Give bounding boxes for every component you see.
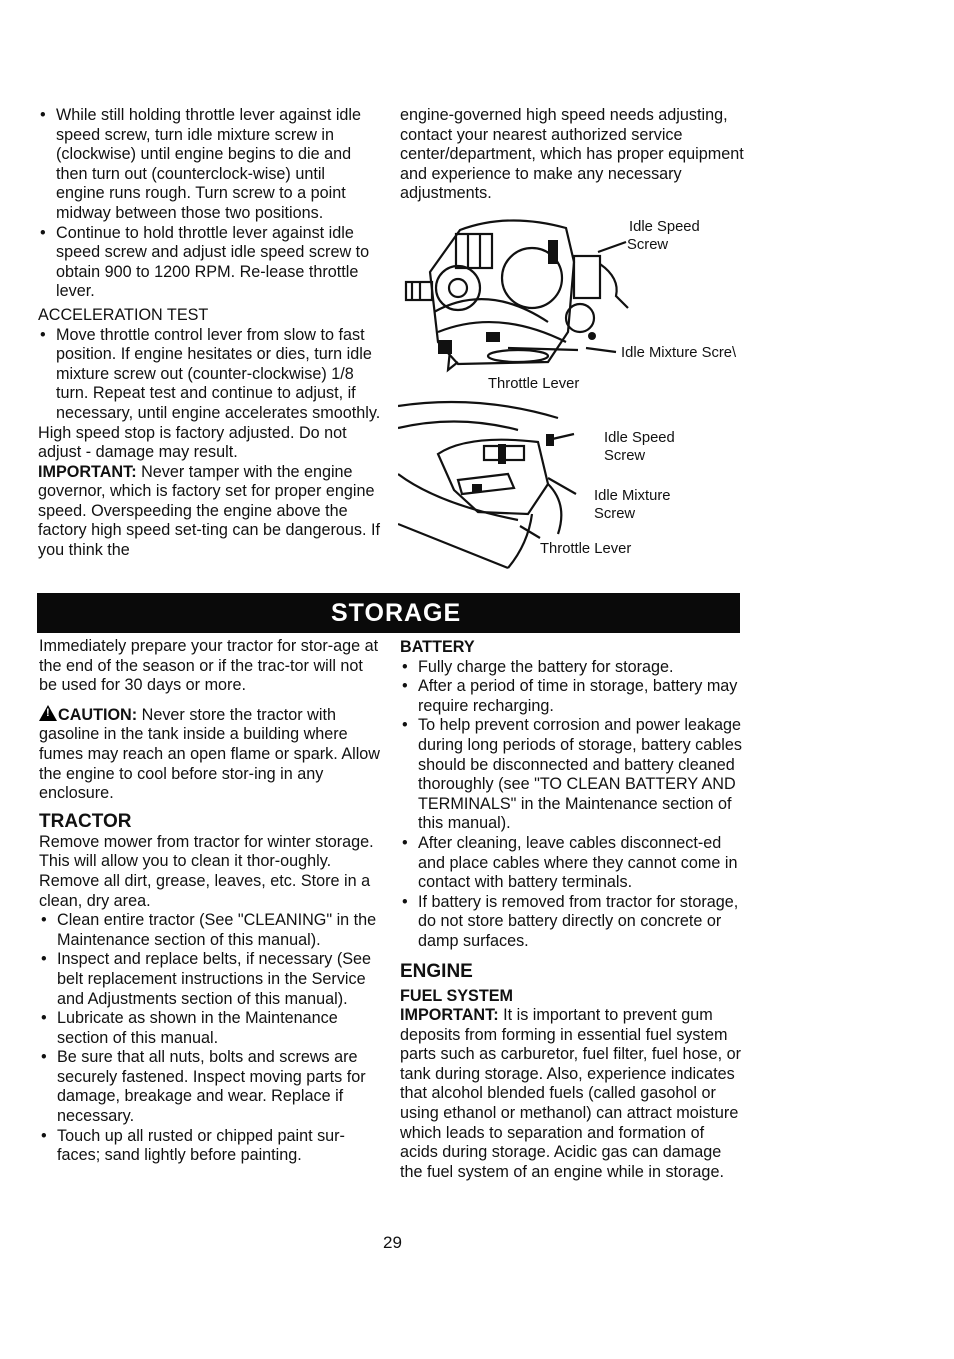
right-top-column	[400, 106, 745, 204]
label-line: Screw	[594, 506, 636, 522]
acceleration-test-heading: ACCELERATION TEST	[38, 305, 209, 324]
high-speed-note: High speed stop is factory adjusted. Do not adjust - damage may result.	[38, 423, 347, 462]
diagram2-idle-speed-screw-label	[604, 429, 675, 465]
tractor-intro: Remove mower from tractor for winter storage. This will allow you to clean it thor-oughly. Remove all dirt, grease, leaves, etc. Store in a clean, dry area.	[39, 832, 374, 910]
list-item: • If battery is removed from tractor for storage, do not store battery directly on concrete or damp surfaces.	[400, 893, 745, 952]
battery-heading: BATTERY	[400, 638, 475, 656]
list-item: • To help prevent corrosion and power leakage during long periods of storage, battery cables should be disconnected and battery cleaned thoroughly (see "TO CLEAN BATTERY AND TERMINALS" in the Maintenance section of this manual).	[400, 716, 745, 834]
diagram1-idle-speed-screw-label	[629, 218, 700, 254]
label-line: Idle Mixture	[594, 488, 671, 504]
list-item: • Be sure that all nuts, bolts and screws are securely fastened. Inspect moving parts for damage, breakage and wear. Replace if necessary.	[39, 1048, 384, 1126]
governor-continued-text: engine-governed high speed needs adjusting, contact your nearest authorized service center/department, which has proper equipment and experience to make any necessary adjustments.	[400, 106, 744, 203]
list-item: • Fully charge the battery for storage.	[400, 658, 745, 678]
left-top-column	[38, 106, 383, 561]
important-note	[38, 463, 383, 561]
fuel-system-heading: FUEL SYSTEM	[400, 986, 514, 1005]
acceleration-test-steps	[38, 326, 383, 424]
list-item: • After a period of time in storage, battery may require recharging.	[400, 677, 745, 716]
carburetor-diagram	[398, 212, 638, 377]
list-item: • Clean entire tractor (See "CLEANING" in the Maintenance section of this manual).	[39, 911, 384, 950]
storage-left-column	[39, 637, 384, 1166]
caution-note	[39, 705, 384, 804]
caution-text: Never store the tractor with gasoline in the tank inside a building where fumes may reach an open flame or spark. Allow the engine to cool before stor-ing in any enclosure.	[39, 705, 380, 803]
diagram1-throttle-lever-label: Throttle Lever	[488, 376, 580, 392]
storage-intro: Immediately prepare your tractor for stor-age at the end of the season or if the trac-tor will not be used for 30 days or more.	[39, 637, 379, 695]
engine-heading: ENGINE	[400, 960, 473, 982]
label-line: Idle Speed	[629, 219, 700, 235]
list-item: • Lubricate as shown in the Maintenance section of this manual.	[39, 1009, 384, 1048]
list-item: • After cleaning, leave cables disconnect-ed and place cables where they cannot come in contact with battery terminals.	[400, 834, 745, 893]
label-line: Screw	[627, 237, 669, 253]
list-item: • Move throttle control lever from slow to fast position. If engine hesitates or dies, turn idle mixture screw out (counter-clockwise) 1/8 turn. Repeat test and continue to adjust, if necessary, until engine accelerates smoothly.	[38, 326, 383, 424]
label-line: Screw	[604, 448, 646, 464]
list-item: • Touch up all rusted or chipped paint sur-faces; sand lightly before painting.	[39, 1127, 384, 1166]
fuel-important-label: IMPORTANT:	[400, 1006, 499, 1025]
page-number: 29	[383, 1233, 402, 1252]
diagram2-throttle-lever-label: Throttle Lever	[540, 541, 632, 557]
tractor-steps	[39, 911, 384, 1166]
fuel-system-text	[400, 1006, 745, 1182]
caution-triangle-icon: !	[39, 705, 57, 721]
diagram1-idle-mixture-screw-label: Idle Mixture Scre\	[621, 345, 737, 361]
battery-steps	[400, 658, 745, 952]
storage-banner: STORAGE	[37, 593, 740, 633]
label-line: Idle Speed	[604, 430, 675, 446]
important-label: IMPORTANT:	[38, 462, 137, 481]
tractor-heading: TRACTOR	[39, 810, 132, 832]
storage-right-column	[400, 638, 745, 1182]
list-item: • While still holding throttle lever against idle speed screw, turn idle mixture screw in (clockwise) until engine begins to die and then turn out (counterclock-wise) until engine runs rough. Turn screw to a point midway between those two positions.	[38, 106, 383, 224]
caution-label: CAUTION:	[58, 705, 138, 724]
idle-mixture-steps	[38, 106, 383, 302]
important-text: Never tamper with the engine governor, which is factory set for proper engine speed. Overspeeding the engine above the factory high speed set-ting can be dangerous. If you think the	[38, 462, 380, 560]
fuel-important-text: It is important to prevent gum deposits from forming in essential fuel system parts such as carburetor, fuel filter, fuel hose, or tank during storage. Also, experience indicates that alcohol blended fuels (called gasohol or using ethanol or methanol) can attract moisture which leads to separation and formation of acids during storage. Acidic gas can damage the fuel system of an engine while in storage.	[400, 1006, 742, 1181]
list-item: • Inspect and replace belts, if necessary (See belt replacement instructions in the Service and Adjustments section of this manual).	[39, 950, 384, 1009]
diagram2-idle-mixture-screw-label	[594, 487, 670, 523]
list-item: • Continue to hold throttle lever against idle speed screw and adjust idle speed screw to obtain 900 to 1200 RPM. Re-lease throttle lever.	[38, 224, 383, 302]
